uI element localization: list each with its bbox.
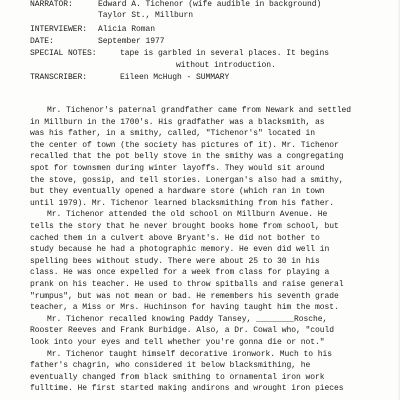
body-line: "rumpus", but was not mean or bad. He remembers his seventh grade xyxy=(30,291,339,301)
transcriber-value: Eileen McHugh - SUMMARY xyxy=(120,73,230,82)
body-line: cached them in a culvert above Bryant's. He did not bother to xyxy=(30,233,320,243)
date-label: DATE: xyxy=(30,37,54,46)
body-line: in Millburn in the 1700's. His gradfather was a blacksmith, as xyxy=(30,117,325,127)
transcriber-label: TRANSCRIBER: xyxy=(30,73,88,82)
body-line: the center of town (the society has pictures of it). Mr. Tichenor xyxy=(30,140,339,150)
interviewer-label: INTERVIEWER: xyxy=(30,25,88,34)
body-line: class. He was once expelled for a week from class for playing a xyxy=(30,268,330,278)
body-line: father's chagrin, who considered it below blacksmithing, he xyxy=(30,361,311,371)
body-line: was his father, in a smithy, called, "Tichenor's" located in xyxy=(30,129,316,139)
narrator-name: Edward A. Tichenor (wife audible in background) xyxy=(98,0,322,9)
date-value: September 1977 xyxy=(98,37,165,46)
body-line: study because he had a photographic memory. He even did well in xyxy=(30,245,330,255)
narrator-address: Taylor St., Millburn xyxy=(98,11,194,20)
body-line: the stove, gossip, and tell stories. Lonergan's also had a smithy, xyxy=(30,175,344,185)
body-line: Mr. Tichenor's paternal grandfather came from Newark and settled xyxy=(47,106,352,115)
special-notes-line-2: without introduction. xyxy=(176,61,276,70)
body-line: Mr. Tichenor attended the old school on Millburn Avenue. He xyxy=(47,210,328,220)
body-line: teacher, a Miss or Mrs. Huchinson for having taught him the most. xyxy=(30,303,339,313)
body-line: fulltime. He first started making andirons and wrought iron pieces xyxy=(30,384,344,394)
body-line: prank on his teacher. He used to throw spitballs and raise general xyxy=(30,280,344,289)
body-line: Rooster Reeves and Frank Burbidge. Also, a Dr. Cowal who, "could xyxy=(30,326,335,336)
body-line: Mr. Tichenor taught himself decorative ironwork. Much to his xyxy=(47,349,333,359)
body-line: spelling bees without study. There were about 25 to 30 in his xyxy=(30,256,320,266)
special-notes-label: SPECIAL NOTES: xyxy=(30,49,97,58)
body-line: tells the story that he never brought books home from school, but xyxy=(30,222,339,231)
interviewer-name: Alicia Roman xyxy=(98,25,156,34)
body-line: but they eventually opened a hardware store (which ran in town xyxy=(30,187,325,197)
body-line: look into your eyes and tell whether you're gonna die or not." xyxy=(30,338,325,347)
body-line: spot for townsmen during winter layoffs. They would sit around xyxy=(30,164,325,173)
body-line: recalled that the pot belly stove in the smithy was a congregating xyxy=(30,152,344,162)
body-line: eventually changed from black smithing to ornamental iron work xyxy=(30,372,325,382)
narrator-label: NARRATOR: xyxy=(30,0,73,9)
body-line: Mr. Tichenor recalled knowing Paddy Tansey, ________Rosche, xyxy=(47,314,328,324)
body-line: until 1979). Mr. Tichenor learned blacksmithing from his father. xyxy=(30,198,335,208)
special-notes-line-1: tape is garbled in several places. It begins xyxy=(120,49,330,58)
